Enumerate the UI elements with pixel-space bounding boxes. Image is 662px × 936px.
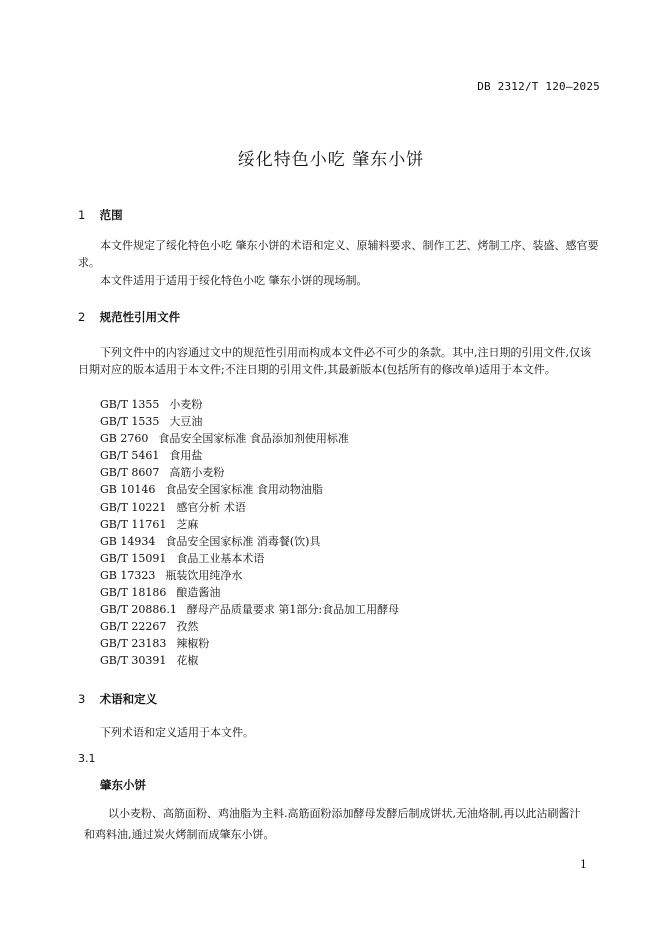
reference-item [100, 567, 399, 584]
reference-title: 小麦粉 [169, 398, 203, 411]
reference-title: 辣椒粉 [176, 637, 210, 651]
term-definition: 以小麦粉、高筋面粉、鸡油脂为主料.高筋面粉添加酵母发酵后制成饼状,无油烙制,再以此沾刷酱汁和鸡料油,通过炭火烤制而成肇东小饼。 [84, 807, 581, 841]
reference-code: GB 10146 [100, 483, 156, 497]
section-1-paragraph-1: 本文件规定了绥化特色小吃 肇东小饼的术语和定义、原辅料要求、制作工艺、烤制工序、装盛、感官要求。 [78, 239, 599, 269]
reference-item [100, 601, 399, 618]
section-number: 2 [78, 310, 86, 324]
reference-item [100, 516, 399, 533]
reference-title: 食用盐 [169, 449, 203, 463]
section-3-heading [78, 691, 157, 707]
reference-code: GB/T 15091 [100, 551, 167, 565]
reference-item [100, 635, 399, 652]
reference-title: 感官分析 术语 [176, 500, 246, 514]
document-title: 绥化特色小吃 肇东小饼 [237, 150, 425, 170]
reference-code: GB/T 18186 [100, 586, 167, 600]
page-number: 1 [580, 858, 587, 871]
section-number: 1 [78, 208, 86, 222]
reference-title: 花椒 [176, 654, 199, 668]
reference-item [100, 396, 399, 413]
reference-item [100, 413, 399, 430]
reference-code: GB/T 1355 [100, 398, 160, 411]
reference-code: GB/T 10221 [100, 500, 167, 514]
reference-title: 大豆油 [169, 415, 203, 429]
reference-title: 食品工业基本术语 [176, 551, 265, 565]
term-number: 3.1 [78, 752, 96, 765]
reference-item [100, 464, 399, 481]
reference-code: GB/T 11761 [100, 517, 167, 531]
reference-code: GB 17323 [100, 568, 156, 582]
section-label: 规范性引用文件 [99, 310, 181, 324]
section-2-heading [78, 309, 180, 325]
reference-item [100, 533, 399, 550]
reference-title: 芝麻 [176, 517, 199, 531]
reference-title: 酿造酱油 [176, 586, 221, 600]
reference-code: GB/T 1535 [100, 415, 160, 429]
section-1-heading [78, 207, 123, 223]
reference-title: 食品安全国家标准 食用动物油脂 [165, 483, 323, 497]
reference-title: 高筋小麦粉 [169, 466, 225, 480]
reference-title: 酵母产品质量要求 第1部分:食品加工用酵母 [186, 603, 400, 617]
section-2-paragraph-1: 下列文件中的内容通过文中的规范性引用而构成本文件必不可少的条款。其中,注日期的引用文件,仅该日期对应的版本适用于本文件;不注日期的引用文件,其最新版本(包括所有的修改单)适用于本文件。 [78, 346, 591, 376]
reference-code: GB/T 30391 [100, 654, 167, 668]
document-code: DB 2312/T 120—2025 [477, 80, 600, 93]
reference-code: GB/T 8607 [100, 466, 160, 480]
reference-item [100, 652, 399, 669]
reference-title: 食品安全国家标准 食品添加剂使用标准 [158, 432, 349, 446]
normative-reference-list [100, 396, 399, 670]
reference-title: 食品安全国家标准 消毒餐(饮)具 [165, 534, 321, 548]
reference-code: GB/T 23183 [100, 637, 167, 651]
reference-item [100, 550, 399, 567]
section-label: 术语和定义 [99, 692, 158, 706]
section-3-paragraph-1: 下列术语和定义适用于本文件。 [100, 726, 254, 739]
reference-item [100, 447, 399, 464]
reference-code: GB/T 22267 [100, 620, 167, 634]
section-number: 3 [78, 692, 86, 706]
reference-title: 瓶装饮用纯净水 [165, 568, 243, 582]
reference-code: GB/T 20886.1 [100, 603, 177, 617]
reference-item [100, 618, 399, 635]
term-name: 肇东小饼 [100, 778, 146, 792]
section-1-paragraph-2: 本文件适用于适用于绥化特色小吃 肇东小饼的现场制。 [100, 274, 368, 287]
section-label: 范围 [99, 208, 123, 222]
reference-item [100, 481, 399, 498]
reference-code: GB 2760 [100, 432, 149, 446]
reference-item [100, 584, 399, 601]
reference-title: 孜然 [176, 620, 199, 634]
reference-item [100, 499, 399, 516]
reference-code: GB 14934 [100, 534, 156, 548]
reference-item [100, 430, 399, 447]
reference-code: GB/T 5461 [100, 449, 160, 463]
